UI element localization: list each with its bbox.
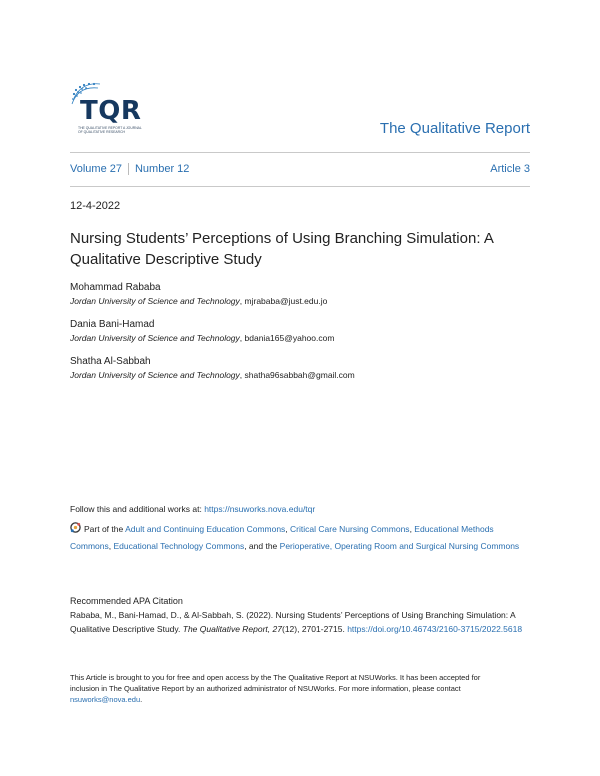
contact-email-link[interactable]: nsuworks@nova.edu (70, 695, 141, 704)
journal-name-link[interactable]: The Qualitative Report (379, 120, 530, 137)
disciplines-line (70, 521, 530, 555)
number-link[interactable]: Number 12 (134, 163, 190, 175)
follow-line (70, 504, 315, 514)
issue-row (70, 163, 530, 175)
network-icon (70, 522, 81, 533)
author-name: Shatha Al-Sabbah (70, 356, 151, 367)
citation-journal: The Qualitative Report, 27 (182, 624, 282, 634)
author-affiliation (70, 296, 327, 306)
author-email[interactable]: , bdania165@yahoo.com (239, 333, 335, 343)
logo-wordmark: TQR (80, 96, 142, 126)
article-link[interactable]: Article 3 (490, 163, 530, 175)
issue-divider (70, 186, 530, 187)
discipline-link[interactable]: Adult and Continuing Education Commons (125, 524, 286, 534)
separator: , (108, 541, 114, 551)
discipline-link[interactable]: Educational Methods Commons (70, 524, 494, 551)
access-note-text: This Article is brought to you for free and open access by the The Qualitative Report at NSUWorks. It has been accepted for inclusion in The Qualitative Report by an authorized administrator of NSUWorks. For more information, please contact (70, 673, 481, 693)
and-the: , and the (244, 541, 280, 551)
citation-pages: (12), 2701-2715. (281, 624, 348, 634)
article-title: Nursing Students’ Perceptions of Using Branching Simulation: A Qualitative Descriptive Study (70, 230, 494, 268)
discipline-link[interactable]: Perioperative, Operating Room and Surgical Nursing Commons (279, 541, 520, 551)
part-of-prefix: Part of the (84, 524, 126, 534)
logo-subtext: THE QUALITATIVE REPORT A JOURNAL OF QUALITATIVE RESEARCH (78, 126, 142, 134)
discipline-link[interactable]: Critical Care Nursing Commons (290, 524, 410, 534)
author-name: Mohammad Rababa (70, 282, 161, 293)
author-affiliation (70, 370, 355, 380)
affiliation-text: Jordan University of Science and Technology (70, 370, 240, 380)
doi-link[interactable]: https://doi.org/10.46743/2160-3715/2022.5618 (347, 624, 523, 634)
author-email[interactable]: , mjrababa@just.edu.jo (239, 296, 328, 306)
author-affiliation (70, 333, 334, 343)
access-note (70, 672, 510, 705)
author-email[interactable]: , shatha96sabbah@gmail.com (239, 370, 355, 380)
issue-separator (128, 163, 129, 175)
affiliation-text: Jordan University of Science and Technology (70, 296, 240, 306)
separator: , (409, 524, 415, 534)
publication-date: 12-4-2022 (70, 200, 121, 212)
citation-body (70, 608, 530, 636)
affiliation-text: Jordan University of Science and Technology (70, 333, 240, 343)
separator: , (285, 524, 291, 534)
citation-text: Rababa, M., Bani-Hamad, D., & Al-Sabbah, S. (2022). Nursing Students’ Perceptions of Using Branching Simulation: A Qualitative Descriptive Study. (70, 610, 516, 634)
discipline-link[interactable]: Educational Technology Commons (113, 541, 245, 551)
top-divider (70, 152, 530, 153)
volume-link[interactable]: Volume 27 (70, 163, 122, 175)
period: . (140, 695, 143, 704)
follow-link[interactable]: https://nsuworks.nova.edu/tqr (204, 504, 316, 514)
citation-heading: Recommended APA Citation (70, 596, 183, 606)
author-name: Dania Bani-Hamad (70, 319, 155, 330)
follow-text: Follow this and additional works at: (70, 504, 205, 514)
